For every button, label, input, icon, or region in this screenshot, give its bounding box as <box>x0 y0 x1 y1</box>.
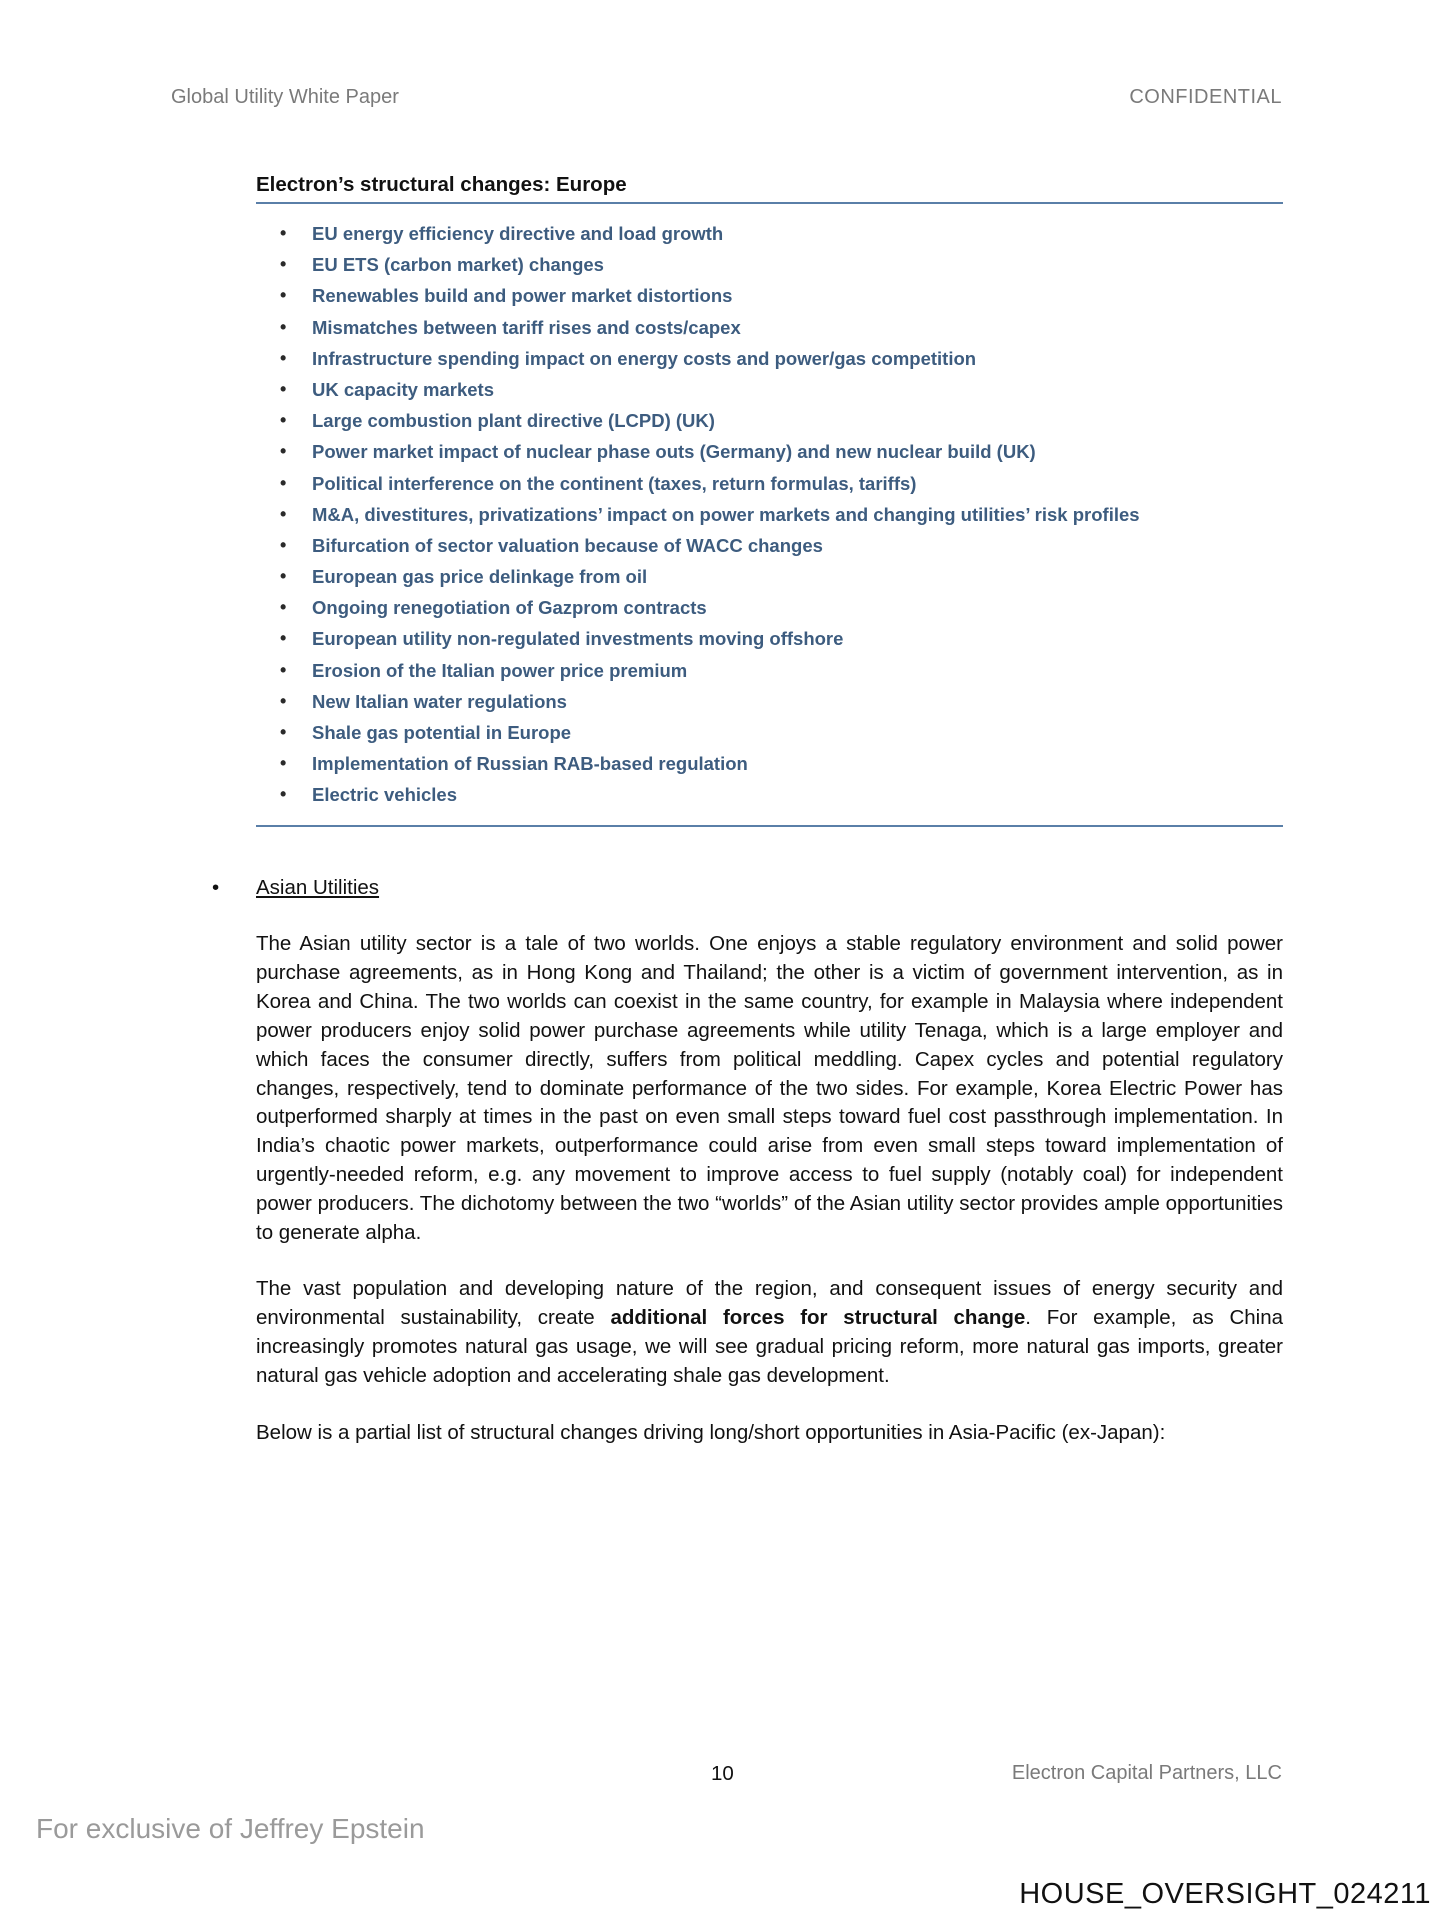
page-number: 10 <box>711 1762 734 1785</box>
bullet-icon: • <box>280 441 287 462</box>
europe-list-item <box>256 312 1283 343</box>
europe-list-item <box>256 779 1283 810</box>
europe-list-item-text: EU ETS (carbon market) changes <box>312 254 604 276</box>
europe-list-item <box>256 655 1283 686</box>
europe-list-item-text: Ongoing renegotiation of Gazprom contracts <box>312 597 707 619</box>
exclusive-watermark: For exclusive of Jeffrey Epstein <box>36 1813 425 1844</box>
europe-list-item <box>256 436 1283 467</box>
europe-list-item <box>256 374 1283 405</box>
bullet-icon: • <box>280 597 287 618</box>
footer-company: Electron Capital Partners, LLC <box>1011 1762 1282 1784</box>
europe-list-item-text: Electric vehicles <box>312 784 458 806</box>
europe-changes-list <box>256 218 1283 811</box>
europe-list-item <box>256 249 1283 280</box>
europe-list-item-text: European gas price delinkage from oil <box>312 566 648 588</box>
europe-list-item-text: Shale gas potential in Europe <box>312 722 572 743</box>
europe-list-item-text: New Italian water regulations <box>312 690 567 712</box>
europe-list-item-text: EU energy efficiency directive and load growth <box>312 223 724 244</box>
europe-box-title: Electron’s structural changes: Europe <box>256 172 1283 204</box>
bullet-icon: • <box>280 753 287 774</box>
bullet-icon: • <box>280 347 287 368</box>
europe-list-item <box>256 530 1283 561</box>
paragraph-2-text-end: . For example, as China increasingly promotes natural gas usage, we will see gradual pricing reform, more natural gas imports, greater natural gas vehicle adoption and accelerating shale gas development. <box>256 1305 1284 1387</box>
europe-list-item <box>256 343 1283 374</box>
europe-list-item-text: Infrastructure spending impact on energy costs and power/gas competition <box>312 347 977 369</box>
bullet-icon: • <box>280 690 287 711</box>
europe-list-item <box>256 280 1283 311</box>
bullet-icon: • <box>280 566 287 587</box>
document-title: Global Utility White Paper <box>171 86 399 108</box>
europe-list-item <box>256 561 1283 592</box>
bullet-icon: • <box>280 472 287 493</box>
europe-list-item-text: Political interference on the continent (taxes, return formulas, tariffs) <box>312 472 917 494</box>
europe-list-item <box>256 218 1283 249</box>
europe-list-item-text: European utility non-regulated investments moving offshore <box>312 628 844 650</box>
structural-change-emphasis: additional forces for structural change <box>610 1305 1026 1329</box>
europe-list-item-text: Power market impact of nuclear phase outs (Germany) and new nuclear build (UK) <box>312 441 1036 463</box>
europe-list-item-text: Renewables build and power market distortions <box>312 285 733 307</box>
europe-list-item <box>256 717 1283 748</box>
confidential-label: CONFIDENTIAL <box>1129 86 1282 108</box>
bullet-icon: • <box>280 534 287 555</box>
europe-list-item-text: Implementation of Russian RAB-based regulation <box>312 753 748 775</box>
bullet-icon: • <box>212 876 220 899</box>
bullet-icon: • <box>280 722 287 742</box>
europe-structural-changes-box <box>256 172 1283 827</box>
asian-paragraph-2 <box>256 1275 1283 1391</box>
bullet-icon: • <box>280 254 287 275</box>
bullet-icon: • <box>280 223 287 243</box>
europe-list-item-text: UK capacity markets <box>312 378 495 400</box>
europe-list-item <box>256 686 1283 717</box>
europe-list-item-text: Erosion of the Italian power price premium <box>312 659 688 681</box>
europe-list-item <box>256 623 1283 654</box>
bullet-icon: • <box>280 628 287 649</box>
bullet-icon: • <box>280 503 287 524</box>
europe-list-item <box>256 468 1283 499</box>
europe-list-item-text: Mismatches between tariff rises and costs/capex <box>312 316 741 338</box>
asian-utilities-label: Asian Utilities <box>256 876 380 899</box>
europe-list-item <box>256 748 1283 779</box>
europe-list-item-text: M&A, divestitures, privatizations’ impact on power markets and changing utilities’ risk profiles <box>312 503 1140 525</box>
bullet-icon: • <box>280 659 287 680</box>
europe-list-item-text: Bifurcation of sector valuation because of WACC changes <box>312 534 823 556</box>
asian-paragraph-1: The Asian utility sector is a tale of two worlds. One enjoys a stable regulatory environment and solid power purchase agreements, as in Hong Kong and Thailand; the other is a victim of government intervention, as in Korea and China. The two worlds can coexist in the same country, for example in Malaysia where independent power producers enjoy solid power purchase agreements while utility Tenaga, which is a large employer and which faces the consumer directly, suffers from political meddling. Capex cycles and potential regulatory changes, respectively, tend to dominate performance of the two sides. For example, Korea Electric Power has outperformed sharply at times in the past on even small steps toward fuel cost passthrough implementation. In India’s chaotic power markets, outperformance could arise from even small steps toward implementation of urgently-needed reform, e.g. any movement to improve access to fuel supply (notably coal) for independent power producers. The dichotomy between the two “worlds” of the Asian utility sector provides ample opportunities to generate alpha. <box>256 932 1283 1245</box>
europe-list-item <box>256 592 1283 623</box>
bullet-icon: • <box>280 784 287 805</box>
box-bottom-rule <box>256 825 1283 827</box>
bullet-icon: • <box>280 285 287 306</box>
europe-list-item-text: Large combustion plant directive (LCPD) (UK) <box>312 410 715 432</box>
europe-list-item <box>256 499 1283 530</box>
bullet-icon: • <box>280 316 287 337</box>
europe-list-item <box>256 405 1283 436</box>
asian-paragraph-3: Below is a partial list of structural changes driving long/short opportunities in Asia-Pacific (ex-Japan): <box>256 1421 1166 1444</box>
bullet-icon: • <box>280 410 287 431</box>
bates-number: HOUSE_OVERSIGHT_024211 <box>1019 1878 1431 1910</box>
paragraph-2-text-start: The vast population and developing nature of the region, and consequent issues of energy security and environmental sustainability, create <box>256 1277 1283 1329</box>
bullet-icon: • <box>280 378 287 399</box>
